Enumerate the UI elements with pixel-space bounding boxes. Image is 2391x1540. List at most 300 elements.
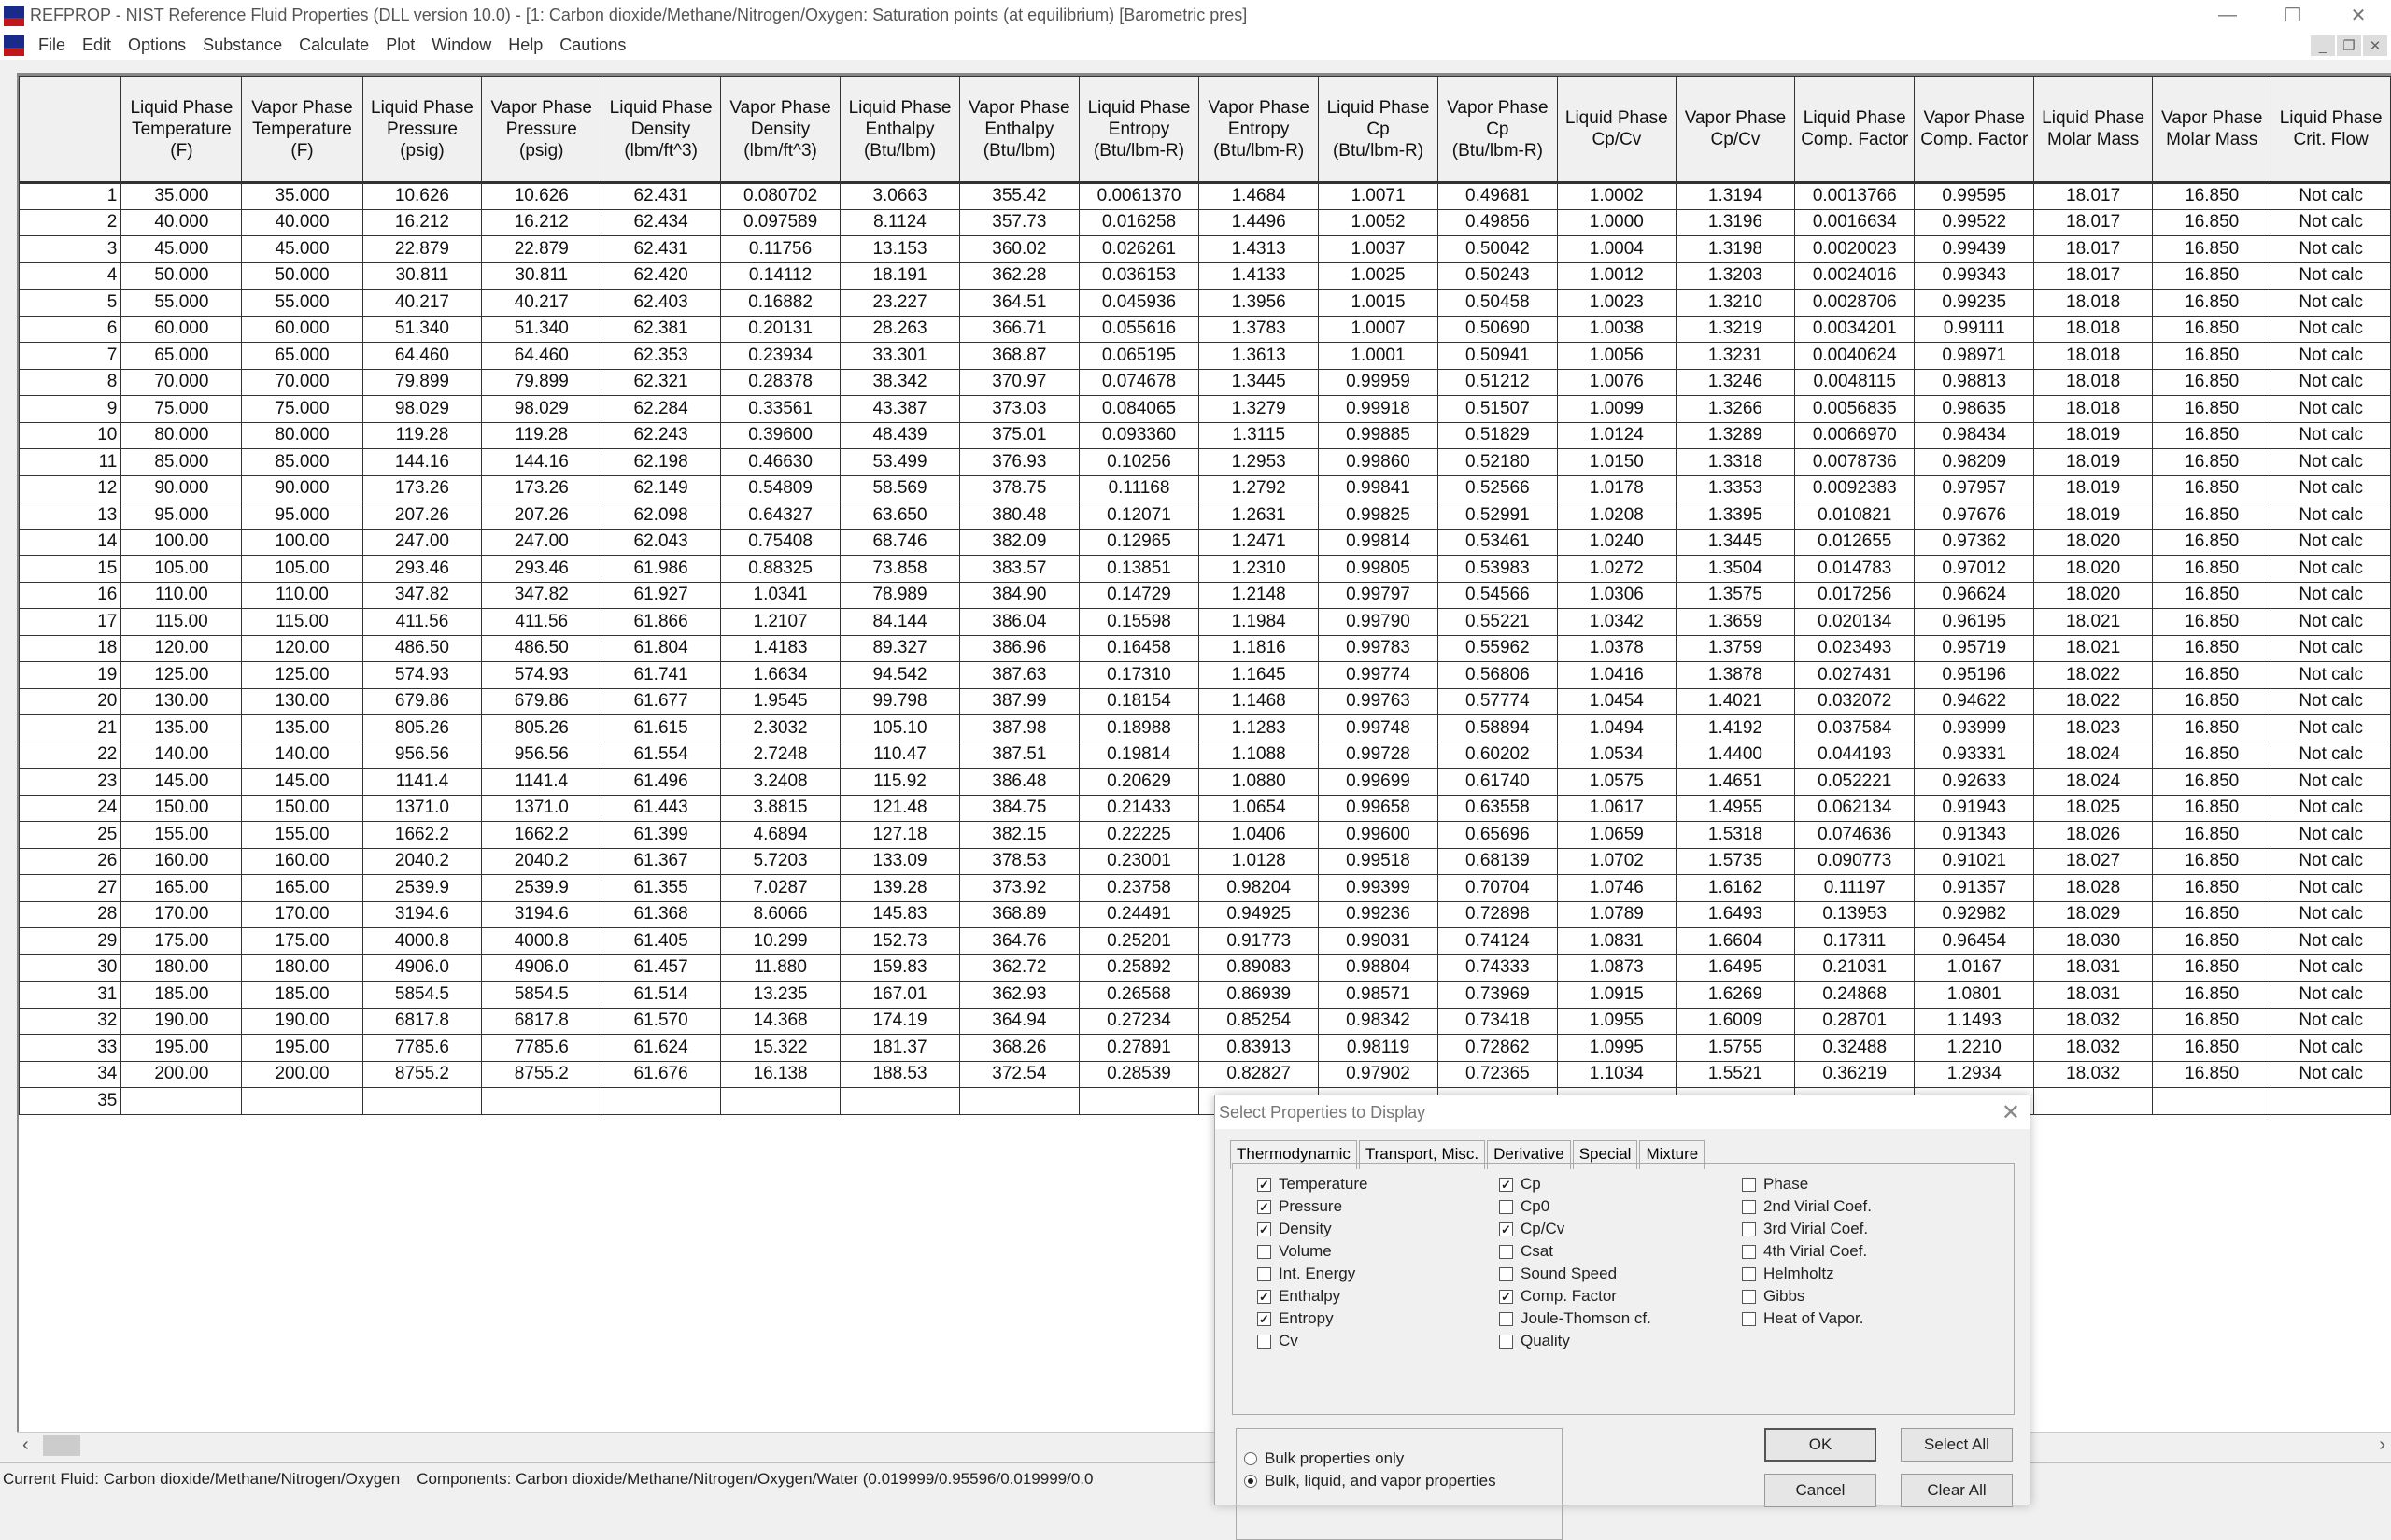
table-cell[interactable]: 1.4684 <box>1199 183 1319 210</box>
table-cell[interactable]: 79.899 <box>362 369 482 396</box>
table-cell[interactable]: 0.98571 <box>1319 982 1438 1009</box>
checkbox-cp0[interactable] <box>1499 1197 1549 1216</box>
document-icon[interactable] <box>4 35 24 56</box>
row-number[interactable]: 17 <box>20 609 121 636</box>
table-cell[interactable]: 45.000 <box>242 236 362 263</box>
table-cell[interactable]: 18.021 <box>2034 609 2153 636</box>
table-cell[interactable]: 18.019 <box>2034 475 2153 502</box>
table-cell[interactable]: Not calc <box>2271 343 2391 370</box>
table-cell[interactable]: 0.93999 <box>1915 715 2034 742</box>
column-header[interactable]: Vapor Phase Entropy (Btu/lbm-R) <box>1199 77 1319 183</box>
checkbox-density[interactable] <box>1257 1220 1332 1238</box>
table-cell[interactable]: 70.000 <box>121 369 242 396</box>
table-cell[interactable]: 1.4183 <box>721 635 841 662</box>
table-cell[interactable]: Not calc <box>2271 475 2391 502</box>
table-cell[interactable]: 18.031 <box>2034 982 2153 1009</box>
table-cell[interactable]: 0.0024016 <box>1795 262 1915 290</box>
table-cell[interactable]: 125.00 <box>242 662 362 689</box>
table-cell[interactable]: Not calc <box>2271 822 2391 849</box>
table-cell[interactable]: 185.00 <box>121 982 242 1009</box>
table-cell[interactable]: 18.028 <box>2034 875 2153 902</box>
table-cell[interactable]: 175.00 <box>121 928 242 955</box>
table-cell[interactable]: 4.6894 <box>721 822 841 849</box>
table-cell[interactable]: 95.000 <box>242 502 362 530</box>
table-cell[interactable]: 0.052221 <box>1795 769 1915 796</box>
table-cell[interactable]: 18.018 <box>2034 343 2153 370</box>
table-cell[interactable] <box>362 1088 482 1115</box>
table-cell[interactable]: Not calc <box>2271 769 2391 796</box>
table-cell[interactable]: 200.00 <box>242 1061 362 1088</box>
table-cell[interactable]: 0.99031 <box>1319 928 1438 955</box>
row-number[interactable]: 18 <box>20 635 121 662</box>
table-cell[interactable]: 0.94622 <box>1915 688 2034 715</box>
table-cell[interactable]: 0.58894 <box>1437 715 1557 742</box>
column-header[interactable]: Vapor Phase Enthalpy (Btu/lbm) <box>959 77 1079 183</box>
table-cell[interactable]: 1371.0 <box>482 795 601 822</box>
table-cell[interactable]: Not calc <box>2271 582 2391 609</box>
checkbox-box[interactable]: ✓ <box>1257 1178 1271 1192</box>
row-number[interactable]: 6 <box>20 316 121 343</box>
table-cell[interactable]: 115.00 <box>121 609 242 636</box>
table-cell[interactable]: 0.045936 <box>1079 290 1198 317</box>
table-cell[interactable]: 18.017 <box>2034 209 2153 236</box>
checkbox-box[interactable] <box>1742 1178 1756 1192</box>
table-cell[interactable]: 0.99841 <box>1319 475 1438 502</box>
table-cell[interactable]: 61.355 <box>601 875 721 902</box>
table-cell[interactable]: 18.017 <box>2034 262 2153 290</box>
table-cell[interactable]: 16.850 <box>2153 635 2271 662</box>
table-cell[interactable]: 62.403 <box>601 290 721 317</box>
row-number[interactable]: 30 <box>20 954 121 982</box>
table-cell[interactable]: 35.000 <box>242 183 362 210</box>
table-cell[interactable]: 1.1283 <box>1199 715 1319 742</box>
table-cell[interactable]: 0.0028706 <box>1795 290 1915 317</box>
checkbox-volume[interactable] <box>1257 1242 1332 1261</box>
table-cell[interactable]: 16.850 <box>2153 236 2271 263</box>
table-cell[interactable]: 0.036153 <box>1079 262 1198 290</box>
radio-bulk-only[interactable] <box>1244 1449 1404 1468</box>
table-cell[interactable]: 0.85254 <box>1199 1008 1319 1035</box>
row-number[interactable]: 23 <box>20 769 121 796</box>
table-cell[interactable]: 1.4400 <box>1676 742 1794 769</box>
table-cell[interactable]: 43.387 <box>841 396 960 423</box>
table-cell[interactable]: 0.0013766 <box>1795 183 1915 210</box>
column-header[interactable]: Vapor Phase Cp/Cv <box>1676 77 1794 183</box>
row-number[interactable]: 11 <box>20 449 121 476</box>
table-cell[interactable]: 175.00 <box>242 928 362 955</box>
table-cell[interactable]: Not calc <box>2271 316 2391 343</box>
table-cell[interactable]: 0.99522 <box>1915 209 2034 236</box>
row-number[interactable]: 2 <box>20 209 121 236</box>
checkbox-helmholtz[interactable] <box>1742 1264 1834 1283</box>
table-cell[interactable]: 364.94 <box>959 1008 1079 1035</box>
table-cell[interactable]: 16.850 <box>2153 556 2271 583</box>
table-cell[interactable]: 16.850 <box>2153 1008 2271 1035</box>
table-cell[interactable]: 140.00 <box>242 742 362 769</box>
table-cell[interactable]: 0.54566 <box>1437 582 1557 609</box>
column-header[interactable]: Vapor Phase Comp. Factor <box>1915 77 2034 183</box>
row-number[interactable]: 20 <box>20 688 121 715</box>
table-cell[interactable]: 152.73 <box>841 928 960 955</box>
table-cell[interactable]: 0.89083 <box>1199 954 1319 982</box>
table-cell[interactable]: 1.6162 <box>1676 875 1794 902</box>
table-cell[interactable]: 0.26568 <box>1079 982 1198 1009</box>
tab-special[interactable]: Special <box>1573 1140 1638 1169</box>
table-cell[interactable]: 247.00 <box>362 529 482 556</box>
table-cell[interactable]: Not calc <box>2271 715 2391 742</box>
table-cell[interactable]: 16.850 <box>2153 582 2271 609</box>
horizontal-scrollbar[interactable] <box>17 1432 2391 1458</box>
table-cell[interactable]: 373.03 <box>959 396 1079 423</box>
table-cell[interactable]: 144.16 <box>482 449 601 476</box>
table-cell[interactable]: Not calc <box>2271 262 2391 290</box>
table-cell[interactable]: 0.33561 <box>721 396 841 423</box>
table-cell[interactable]: 1.4133 <box>1199 262 1319 290</box>
table-cell[interactable]: 0.21433 <box>1079 795 1198 822</box>
table-cell[interactable]: 387.63 <box>959 662 1079 689</box>
table-cell[interactable]: 1371.0 <box>362 795 482 822</box>
row-number[interactable]: 21 <box>20 715 121 742</box>
table-cell[interactable]: 160.00 <box>242 848 362 875</box>
table-cell[interactable]: 0.52180 <box>1437 449 1557 476</box>
table-cell[interactable]: 1.0880 <box>1199 769 1319 796</box>
close-button[interactable]: ✕ <box>2350 6 2367 26</box>
table-cell[interactable]: 0.54809 <box>721 475 841 502</box>
table-cell[interactable]: 1.3115 <box>1199 422 1319 449</box>
table-cell[interactable]: 0.074636 <box>1795 822 1915 849</box>
table-cell[interactable]: 1.0789 <box>1557 901 1676 928</box>
table-cell[interactable]: 1.6634 <box>721 662 841 689</box>
table-cell[interactable]: 486.50 <box>482 635 601 662</box>
table-cell[interactable]: 0.91021 <box>1915 848 2034 875</box>
table-cell[interactable]: 0.55962 <box>1437 635 1557 662</box>
table-cell[interactable]: 0.0066970 <box>1795 422 1915 449</box>
checkbox-2nd-virial-coef-[interactable] <box>1742 1197 1872 1216</box>
menu-edit[interactable]: Edit <box>82 35 112 54</box>
table-cell[interactable]: 16.850 <box>2153 1061 2271 1088</box>
checkbox-box[interactable]: ✓ <box>1257 1312 1271 1326</box>
table-cell[interactable]: 173.26 <box>482 475 601 502</box>
table-cell[interactable]: 0.97902 <box>1319 1061 1438 1088</box>
table-cell[interactable]: 0.51829 <box>1437 422 1557 449</box>
table-cell[interactable]: 1.1645 <box>1199 662 1319 689</box>
row-number[interactable]: 29 <box>20 928 121 955</box>
table-cell[interactable]: 16.850 <box>2153 848 2271 875</box>
table-cell[interactable]: 360.02 <box>959 236 1079 263</box>
table-cell[interactable]: 10.626 <box>362 183 482 210</box>
table-cell[interactable]: 16.850 <box>2153 609 2271 636</box>
table-cell[interactable]: 1.0178 <box>1557 475 1676 502</box>
table-cell[interactable]: 0.017256 <box>1795 582 1915 609</box>
table-cell[interactable]: 1.0378 <box>1557 635 1676 662</box>
table-cell[interactable]: 174.19 <box>841 1008 960 1035</box>
table-cell[interactable]: 0.63558 <box>1437 795 1557 822</box>
checkbox-cv[interactable] <box>1257 1332 1298 1350</box>
table-cell[interactable]: 0.28701 <box>1795 1008 1915 1035</box>
table-cell[interactable]: Not calc <box>2271 662 2391 689</box>
table-cell[interactable]: 0.055616 <box>1079 316 1198 343</box>
column-header[interactable]: Vapor Phase Molar Mass <box>2153 77 2271 183</box>
table-cell[interactable]: 1.0071 <box>1319 183 1438 210</box>
table-cell[interactable]: 100.00 <box>242 529 362 556</box>
table-cell[interactable]: 18.020 <box>2034 582 2153 609</box>
table-cell[interactable]: 10.626 <box>482 183 601 210</box>
menu-help[interactable]: Help <box>508 35 544 54</box>
column-header[interactable]: Liquid Phase Crit. Flow <box>2271 77 2391 183</box>
table-cell[interactable]: 1.3318 <box>1676 449 1794 476</box>
row-number[interactable]: 9 <box>20 396 121 423</box>
radio-bulk-liquid-vapor[interactable] <box>1244 1472 1496 1491</box>
row-number[interactable]: 7 <box>20 343 121 370</box>
table-cell[interactable]: 1.0955 <box>1557 1008 1676 1035</box>
row-number[interactable]: 32 <box>20 1008 121 1035</box>
table-cell[interactable]: 3194.6 <box>482 901 601 928</box>
scroll-right-icon[interactable]: › <box>2379 1434 2385 1455</box>
table-cell[interactable] <box>2153 1088 2271 1115</box>
table-cell[interactable]: 372.54 <box>959 1061 1079 1088</box>
table-cell[interactable]: 1.0240 <box>1557 529 1676 556</box>
table-cell[interactable]: 0.027431 <box>1795 662 1915 689</box>
checkbox-pressure[interactable] <box>1257 1197 1342 1216</box>
table-cell[interactable]: 84.144 <box>841 609 960 636</box>
menu-substance[interactable]: Substance <box>203 35 283 54</box>
table-cell[interactable]: 0.91773 <box>1199 928 1319 955</box>
row-number[interactable]: 22 <box>20 742 121 769</box>
table-cell[interactable]: 18.018 <box>2034 369 2153 396</box>
table-cell[interactable]: 1.0012 <box>1557 262 1676 290</box>
table-cell[interactable]: 0.99439 <box>1915 236 2034 263</box>
table-cell[interactable]: 53.499 <box>841 449 960 476</box>
table-cell[interactable]: 0.70704 <box>1437 875 1557 902</box>
table-cell[interactable]: 80.000 <box>242 422 362 449</box>
table-cell[interactable]: 1.3395 <box>1676 502 1794 530</box>
table-cell[interactable]: 0.53983 <box>1437 556 1557 583</box>
table-cell[interactable]: 0.99343 <box>1915 262 2034 290</box>
table-cell[interactable]: 79.899 <box>482 369 601 396</box>
table-cell[interactable]: 355.42 <box>959 183 1079 210</box>
table-cell[interactable]: 1.0416 <box>1557 662 1676 689</box>
table-cell[interactable]: 0.53461 <box>1437 529 1557 556</box>
row-number[interactable]: 16 <box>20 582 121 609</box>
table-cell[interactable]: 1.0015 <box>1319 290 1438 317</box>
table-cell[interactable]: 1.0099 <box>1557 396 1676 423</box>
table-cell[interactable]: 5854.5 <box>482 982 601 1009</box>
table-cell[interactable]: 1.3759 <box>1676 635 1794 662</box>
table-cell[interactable]: 0.91357 <box>1915 875 2034 902</box>
table-cell[interactable]: Not calc <box>2271 928 2391 955</box>
table-cell[interactable]: 4000.8 <box>482 928 601 955</box>
table-cell[interactable]: 105.00 <box>121 556 242 583</box>
table-cell[interactable]: 22.879 <box>482 236 601 263</box>
table-cell[interactable]: 1.4651 <box>1676 769 1794 796</box>
table-cell[interactable]: 130.00 <box>242 688 362 715</box>
child-close-button[interactable]: ✕ <box>2363 35 2387 56</box>
table-cell[interactable]: 366.71 <box>959 316 1079 343</box>
table-cell[interactable]: 0.25201 <box>1079 928 1198 955</box>
table-cell[interactable]: 0.99111 <box>1915 316 2034 343</box>
table-cell[interactable]: 127.18 <box>841 822 960 849</box>
table-cell[interactable]: 73.858 <box>841 556 960 583</box>
table-cell[interactable]: 75.000 <box>242 396 362 423</box>
checkbox-cp[interactable] <box>1499 1175 1541 1194</box>
table-cell[interactable]: 0.98635 <box>1915 396 2034 423</box>
table-cell[interactable]: 0.92982 <box>1915 901 2034 928</box>
table-cell[interactable]: 0.55221 <box>1437 609 1557 636</box>
table-cell[interactable]: 0.21031 <box>1795 954 1915 982</box>
table-cell[interactable]: 14.368 <box>721 1008 841 1035</box>
table-cell[interactable]: 62.431 <box>601 183 721 210</box>
table-cell[interactable]: 368.87 <box>959 343 1079 370</box>
table-cell[interactable]: 185.00 <box>242 982 362 1009</box>
column-header[interactable]: Liquid Phase Cp/Cv <box>1557 77 1676 183</box>
table-cell[interactable]: 62.284 <box>601 396 721 423</box>
table-cell[interactable]: 0.99860 <box>1319 449 1438 476</box>
table-cell[interactable]: 0.074678 <box>1079 369 1198 396</box>
table-cell[interactable]: 16.850 <box>2153 742 2271 769</box>
table-cell[interactable]: 0.037584 <box>1795 715 1915 742</box>
table-cell[interactable]: 7785.6 <box>482 1035 601 1062</box>
table-cell[interactable]: 1.0056 <box>1557 343 1676 370</box>
table-cell[interactable]: 0.18988 <box>1079 715 1198 742</box>
table-cell[interactable]: 2.3032 <box>721 715 841 742</box>
table-cell[interactable]: 165.00 <box>121 875 242 902</box>
table-cell[interactable]: 247.00 <box>482 529 601 556</box>
table-cell[interactable]: 18.191 <box>841 262 960 290</box>
table-cell[interactable] <box>601 1088 721 1115</box>
table-cell[interactable]: 51.340 <box>362 316 482 343</box>
table-cell[interactable]: Not calc <box>2271 502 2391 530</box>
table-cell[interactable]: Not calc <box>2271 901 2391 928</box>
table-cell[interactable]: 13.235 <box>721 982 841 1009</box>
table-cell[interactable]: 61.457 <box>601 954 721 982</box>
table-cell[interactable]: 2539.9 <box>362 875 482 902</box>
table-cell[interactable]: 1.0004 <box>1557 236 1676 263</box>
table-cell[interactable]: 4000.8 <box>362 928 482 955</box>
table-cell[interactable]: 362.72 <box>959 954 1079 982</box>
table-cell[interactable]: 2040.2 <box>482 848 601 875</box>
table-cell[interactable]: 0.95719 <box>1915 635 2034 662</box>
table-cell[interactable]: 0.98804 <box>1319 954 1438 982</box>
checkbox-box[interactable] <box>1742 1200 1756 1214</box>
table-cell[interactable]: 16.850 <box>2153 688 2271 715</box>
table-cell[interactable]: 0.090773 <box>1795 848 1915 875</box>
table-cell[interactable]: 1.0659 <box>1557 822 1676 849</box>
table-cell[interactable]: 28.263 <box>841 316 960 343</box>
table-cell[interactable]: 1.0915 <box>1557 982 1676 1009</box>
table-cell[interactable]: 1.6009 <box>1676 1008 1794 1035</box>
ok-button[interactable]: OK <box>1764 1428 1876 1462</box>
table-cell[interactable]: 1.0002 <box>1557 183 1676 210</box>
table-cell[interactable]: Not calc <box>2271 183 2391 210</box>
table-cell[interactable]: 18.024 <box>2034 742 2153 769</box>
table-cell[interactable]: 180.00 <box>121 954 242 982</box>
table-cell[interactable]: Not calc <box>2271 529 2391 556</box>
table-cell[interactable]: 1141.4 <box>482 769 601 796</box>
table-cell[interactable]: 0.82827 <box>1199 1061 1319 1088</box>
table-cell[interactable]: 75.000 <box>121 396 242 423</box>
table-cell[interactable]: 65.000 <box>121 343 242 370</box>
checkbox-box[interactable] <box>1257 1335 1271 1349</box>
table-cell[interactable]: 130.00 <box>121 688 242 715</box>
table-cell[interactable]: 144.16 <box>362 449 482 476</box>
table-cell[interactable]: 18.020 <box>2034 556 2153 583</box>
table-cell[interactable]: 0.99790 <box>1319 609 1438 636</box>
row-number[interactable]: 25 <box>20 822 121 849</box>
table-cell[interactable]: 1.0128 <box>1199 848 1319 875</box>
table-cell[interactable]: 1.5521 <box>1676 1061 1794 1088</box>
table-cell[interactable]: 1.3210 <box>1676 290 1794 317</box>
table-cell[interactable]: 0.25892 <box>1079 954 1198 982</box>
table-cell[interactable]: 0.52991 <box>1437 502 1557 530</box>
table-cell[interactable]: 0.99763 <box>1319 688 1438 715</box>
table-cell[interactable]: 1.3194 <box>1676 183 1794 210</box>
table-cell[interactable]: 1.0000 <box>1557 209 1676 236</box>
table-cell[interactable]: 40.217 <box>482 290 601 317</box>
table-cell[interactable]: 0.98119 <box>1319 1035 1438 1062</box>
column-header[interactable]: Vapor Phase Cp (Btu/lbm-R) <box>1437 77 1557 183</box>
table-cell[interactable]: 0.014783 <box>1795 556 1915 583</box>
checkbox-int-energy[interactable] <box>1257 1264 1355 1283</box>
table-cell[interactable]: 18.022 <box>2034 662 2153 689</box>
table-cell[interactable]: 16.850 <box>2153 875 2271 902</box>
table-cell[interactable]: 150.00 <box>242 795 362 822</box>
table-cell[interactable]: 16.850 <box>2153 369 2271 396</box>
table-cell[interactable]: 0.044193 <box>1795 742 1915 769</box>
table-cell[interactable]: 0.13953 <box>1795 901 1915 928</box>
table-cell[interactable]: 362.93 <box>959 982 1079 1009</box>
table-cell[interactable] <box>482 1088 601 1115</box>
table-cell[interactable]: 16.138 <box>721 1061 841 1088</box>
table-cell[interactable]: 100.00 <box>121 529 242 556</box>
table-cell[interactable]: 18.017 <box>2034 236 2153 263</box>
table-cell[interactable]: 15.322 <box>721 1035 841 1062</box>
table-cell[interactable]: 679.86 <box>362 688 482 715</box>
column-header[interactable]: Liquid Phase Comp. Factor <box>1795 77 1915 183</box>
table-cell[interactable]: 64.460 <box>362 343 482 370</box>
table-cell[interactable]: 40.000 <box>242 209 362 236</box>
checkbox-entropy[interactable] <box>1257 1309 1334 1328</box>
checkbox-phase[interactable] <box>1742 1175 1808 1194</box>
table-cell[interactable]: 18.019 <box>2034 502 2153 530</box>
table-cell[interactable]: 50.000 <box>121 262 242 290</box>
table-cell[interactable]: 1.0306 <box>1557 582 1676 609</box>
table-cell[interactable]: 0.98204 <box>1199 875 1319 902</box>
checkbox-box[interactable] <box>1257 1245 1271 1259</box>
table-cell[interactable]: 173.26 <box>362 475 482 502</box>
table-cell[interactable]: 0.0020023 <box>1795 236 1915 263</box>
table-cell[interactable]: 1.1088 <box>1199 742 1319 769</box>
table-cell[interactable]: 195.00 <box>242 1035 362 1062</box>
table-cell[interactable]: 1.4313 <box>1199 236 1319 263</box>
table-cell[interactable]: 8.6066 <box>721 901 841 928</box>
table-cell[interactable]: 368.26 <box>959 1035 1079 1062</box>
table-cell[interactable]: 0.062134 <box>1795 795 1915 822</box>
table-cell[interactable]: 0.65696 <box>1437 822 1557 849</box>
table-cell[interactable]: 33.301 <box>841 343 960 370</box>
row-number[interactable]: 19 <box>20 662 121 689</box>
row-number[interactable]: 34 <box>20 1061 121 1088</box>
table-cell[interactable]: 386.04 <box>959 609 1079 636</box>
table-cell[interactable]: 18.032 <box>2034 1061 2153 1088</box>
table-cell[interactable]: 61.741 <box>601 662 721 689</box>
table-cell[interactable]: 1.0801 <box>1915 982 2034 1009</box>
checkbox-box[interactable]: ✓ <box>1257 1200 1271 1214</box>
table-cell[interactable]: 486.50 <box>362 635 482 662</box>
table-cell[interactable]: 362.28 <box>959 262 1079 290</box>
table-cell[interactable]: 368.89 <box>959 901 1079 928</box>
table-cell[interactable]: 61.866 <box>601 609 721 636</box>
table-cell[interactable]: 0.98971 <box>1915 343 2034 370</box>
